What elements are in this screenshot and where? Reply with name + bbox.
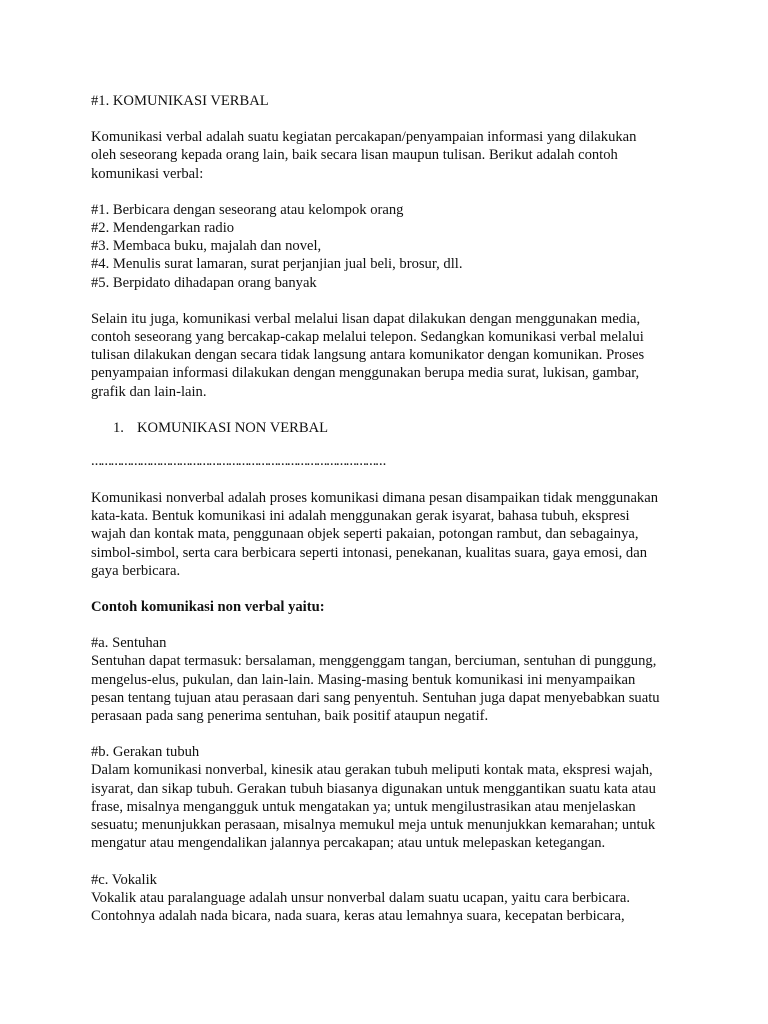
text-line: mengelus-elus, pukulan, dan lain-lain. Masing-masing bentuk komunikasi ini menyampaikan bbox=[91, 671, 636, 688]
section-sentuhan bbox=[91, 634, 691, 725]
text-line: Komunikasi verbal adalah suatu kegiatan percakapan/penyampaian informasi yang dilakukan bbox=[91, 129, 637, 146]
text-line: simbol-simbol, serta cara berbicara seperti intonasi, penekanan, kualitas suara, gaya emosi, dan bbox=[91, 544, 647, 561]
text-line: Vokalik atau paralanguage adalah unsur nonverbal dalam suatu ucapan, yaitu cara berbicara. bbox=[91, 889, 631, 906]
text-line: sesuatu; menunjukkan perasaan, misalnya memukul meja untuk menunjukkan kemarahan; untuk bbox=[91, 817, 656, 834]
document-body bbox=[91, 92, 691, 925]
text-line: kata-kata. Bentuk komunikasi ini adalah menggunakan gerak isyarat, bahasa tubuh, ekspresi bbox=[91, 508, 630, 525]
section-title: #c. Vokalik bbox=[91, 871, 157, 888]
dotted-separator: ……………………………………………………………………………… bbox=[91, 456, 386, 469]
list-item: #4. Menulis surat lamaran, surat perjanjian jual beli, brosur, dll. bbox=[91, 256, 463, 273]
heading-komunikasi-verbal: #1. KOMUNIKASI VERBAL bbox=[91, 93, 269, 109]
text-line: pesan tentang tujuan atau perasaan dari sang penyentuh. Sentuhan juga dapat menyebabkan suatu bbox=[91, 689, 660, 706]
text-line: Selain itu juga, komunikasi verbal melalui lisan dapat dilakukan dengan menggunakan media, bbox=[91, 310, 641, 327]
text-line: oleh seseorang kepada orang lain, baik secara lisan maupun tulisan. Berikut adalah contoh bbox=[91, 147, 618, 164]
text-line: perasaan pada sang penerima sentuhan, baik positif ataupun negatif. bbox=[91, 708, 489, 725]
text-line: Dalam komunikasi nonverbal, kinesik atau gerakan tubuh meliputi kontak mata, ekspresi wajah, bbox=[91, 762, 653, 779]
section-vokalik bbox=[91, 871, 691, 926]
text-line: mengatur atau mengendalikan jalannya percakapan; atau untuk melepaskan ketegangan. bbox=[91, 835, 606, 852]
text-line: grafik dan lain-lain. bbox=[91, 383, 207, 400]
text-line: isyarat, dan sikap tubuh. Gerakan tubuh biasanya digunakan untuk menggantikan suatu kata atau bbox=[91, 780, 656, 797]
paragraph-verbal-media bbox=[91, 310, 691, 401]
text-line: frase, misalnya mengangguk untuk mengatakan ya; untuk mengilustrasikan atau menjelaskan bbox=[91, 798, 636, 815]
paragraph-nonverbal-definition bbox=[91, 489, 691, 580]
heading-contoh-non-verbal: Contoh komunikasi non verbal yaitu: bbox=[91, 599, 325, 616]
list-item: #3. Membaca buku, majalah dan novel, bbox=[91, 238, 322, 255]
text-line: penyampaian informasi dilakukan dengan menggunakan berupa media surat, lukisan, gambar, bbox=[91, 365, 640, 382]
list-item: #5. Berpidato dihadapan orang banyak bbox=[91, 274, 317, 291]
section-gerakan-tubuh bbox=[91, 743, 691, 852]
paragraph-verbal-definition bbox=[91, 128, 691, 183]
text-line: Komunikasi nonverbal adalah proses komunikasi dimana pesan disampaikan tidak menggunakan bbox=[91, 490, 658, 507]
text-line: komunikasi verbal: bbox=[91, 165, 204, 182]
heading-number: 1. bbox=[113, 419, 124, 436]
list-item: #2. Mendengarkan radio bbox=[91, 220, 235, 237]
heading-text: KOMUNIKASI NON VERBAL bbox=[137, 419, 329, 436]
verbal-examples-list bbox=[91, 201, 691, 292]
text-line: contoh seseorang yang bercakap-cakap melalui telepon. Sedangkan komunikasi verbal melalui bbox=[91, 329, 644, 346]
text-line: Sentuhan dapat termasuk: bersalaman, menggenggam tangan, berciuman, sentuhan di punggung, bbox=[91, 653, 657, 670]
section-title: #b. Gerakan tubuh bbox=[91, 744, 200, 761]
section-title: #a. Sentuhan bbox=[91, 635, 167, 652]
text-line: gaya berbicara. bbox=[91, 562, 181, 579]
heading-komunikasi-non-verbal bbox=[91, 419, 691, 437]
list-item: #1. Berbicara dengan seseorang atau kelompok orang bbox=[91, 201, 404, 218]
text-line: wajah dan kontak mata, penggunaan objek seperti pakaian, potongan rambut, dan sebagainya, bbox=[91, 526, 639, 543]
text-line: tulisan dilakukan dengan secara tidak langsung antara komunikator dengan komunikan. Proses bbox=[91, 347, 645, 364]
text-line: Contohnya adalah nada bicara, nada suara, keras atau lemahnya suara, kecepatan berbicara, bbox=[91, 907, 625, 924]
